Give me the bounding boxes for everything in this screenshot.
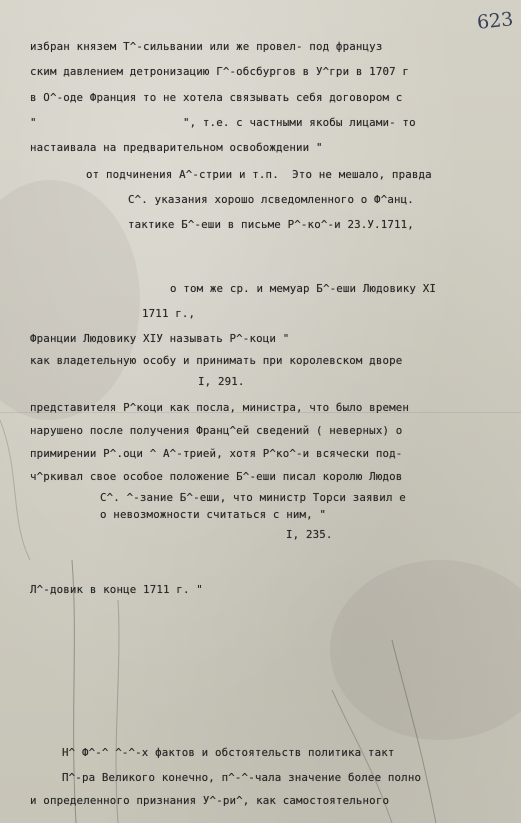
text-line: от подчинения А^-стрии и т.п. Это не мешало, правда [86, 168, 432, 181]
text-line: С^. указания хорошо лсведомленного о Ф^анц. [128, 193, 414, 206]
text-line: Л^-довик в конце 1711 г. " [30, 583, 203, 596]
page-number: 623 [475, 8, 515, 34]
text-line: I, 291. [198, 375, 245, 388]
text-line: ч^ркивал свое особое положение Б^-еши писал королю Людов [30, 470, 403, 483]
paper-stain [0, 180, 140, 420]
text-line: тактике Б^-еши в письме Р^-ко^-и 23.У.1711, [128, 218, 414, 231]
text-line: в О^-оде Франция то не хотела связывать себя договором с [30, 91, 403, 104]
paper-stain [330, 560, 521, 740]
text-line: представителя Р^коци как посла, министра, что было времен [30, 401, 410, 414]
text-line: Франции Людовику ХIУ называть Р^-коци " [30, 332, 290, 345]
text-line: нарушено после получения Франц^ей сведений ( неверных) о [30, 424, 403, 437]
text-line: Н^ Ф^-^ ^-^-х фактов и обстоятельств политика такт [62, 746, 395, 759]
text-line: I, 235. [286, 528, 333, 541]
text-line: 1711 г., [142, 307, 196, 320]
text-line: избран князем Т^-сильвании или же провел- под француз [30, 40, 383, 53]
text-line: как владетельную особу и принимать при королевском дворе [30, 354, 403, 367]
text-line: настаивала на предварительном освобождении " [30, 141, 323, 154]
text-line: С^. ^-зание Б^-еши, что министр Торси заявил е [100, 491, 406, 504]
text-line: о невозможности считаться с ним, " [100, 508, 327, 521]
text-line: " ", т.е. с частными якобы лицами- то [30, 116, 416, 129]
text-line: о том же ср. и мемуар Б^-еши Людовику ХI [170, 282, 437, 295]
text-line: П^-ра Великого конечно, п^-^-чала значение более полно [62, 771, 422, 784]
text-line: ским давлением детронизацию Г^-обсбургов в У^гри в 1707 г [30, 65, 410, 78]
text-line: и определенного признания У^-ри^, как самостоятельного [30, 794, 390, 807]
text-line: примирении Р^.оци ^ А^-трией, хотя Р^ко^-и всячески под- [30, 447, 403, 460]
